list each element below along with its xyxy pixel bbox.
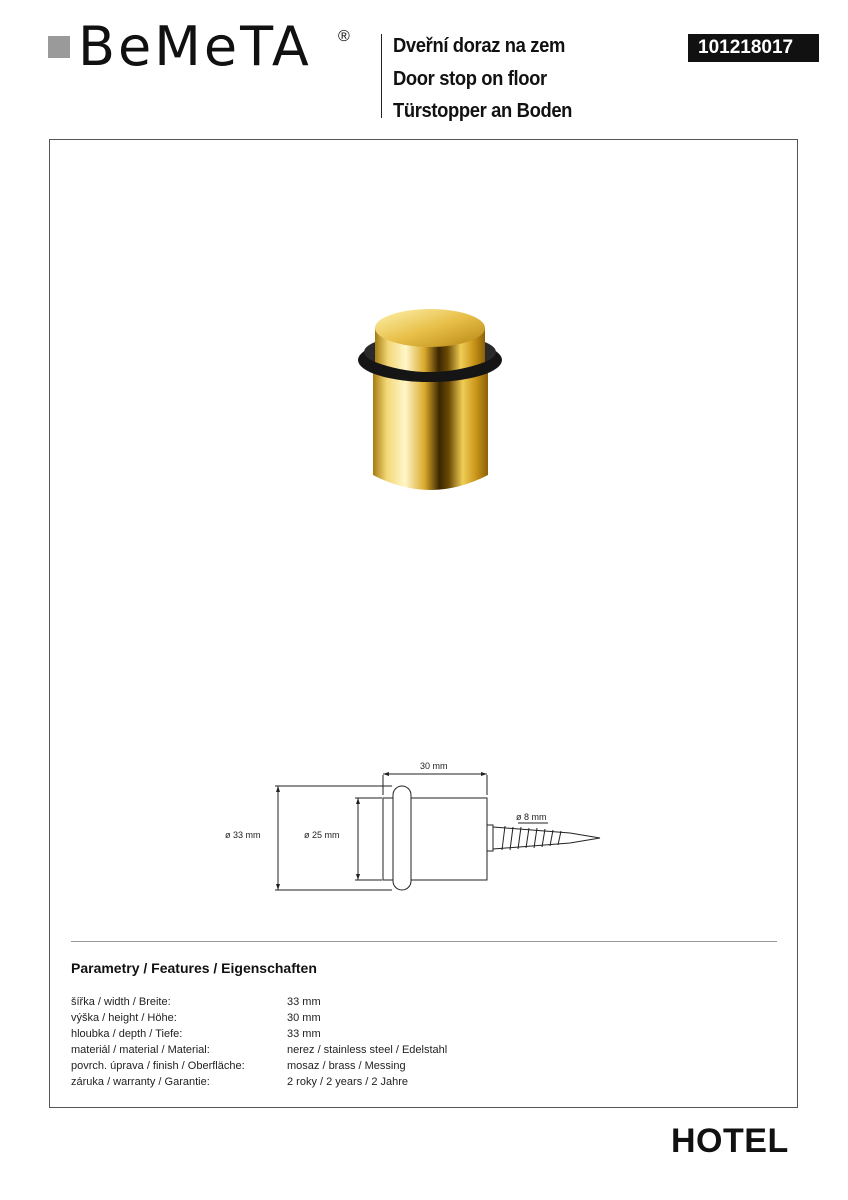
product-titles: [393, 30, 588, 128]
dim-inner-diameter-label: ø 25 mm: [304, 830, 340, 840]
param-value: mosaz / brass / Messing: [287, 1060, 406, 1072]
params-title: Parametry / Features / Eigenschaften: [71, 960, 317, 976]
param-label: šířka / width / Breite:: [71, 996, 171, 1008]
dim-screw-label: ø 8 mm: [516, 812, 547, 822]
category-label: HOTEL: [671, 1122, 789, 1160]
title-en: Door stop on floor: [393, 67, 547, 90]
section-divider: [71, 941, 777, 942]
title-cz: Dveřní doraz na zem: [393, 35, 565, 57]
registered-mark: ®: [338, 28, 350, 45]
logo-square-icon: [48, 36, 70, 58]
param-value: 33 mm: [287, 996, 321, 1008]
param-label: materiál / material / Material:: [71, 1044, 210, 1056]
param-label: povrch. úprava / finish / Oberfläche:: [71, 1060, 245, 1072]
param-value: nerez / stainless steel / Edelstahl: [287, 1044, 448, 1056]
title-de: Türstopper an Boden: [393, 100, 573, 122]
param-value: 30 mm: [287, 1012, 321, 1024]
header-divider: [381, 34, 382, 118]
param-label: záruka / warranty / Garantie:: [71, 1076, 210, 1088]
dim-outer-diameter-label: ø 33 mm: [225, 830, 261, 840]
product-code: 101218017: [688, 34, 819, 62]
param-label: výška / height / Höhe:: [71, 1012, 177, 1024]
param-label: hloubka / depth / Tiefe:: [71, 1028, 183, 1040]
technical-drawing: [220, 755, 620, 900]
dim-length-label: 30 mm: [420, 761, 448, 771]
param-value: 2 roky / 2 years / 2 Jahre: [287, 1076, 409, 1088]
brand-name: BeMeTA: [78, 15, 312, 78]
param-value: 33 mm: [287, 1028, 321, 1040]
product-image: [340, 300, 520, 510]
